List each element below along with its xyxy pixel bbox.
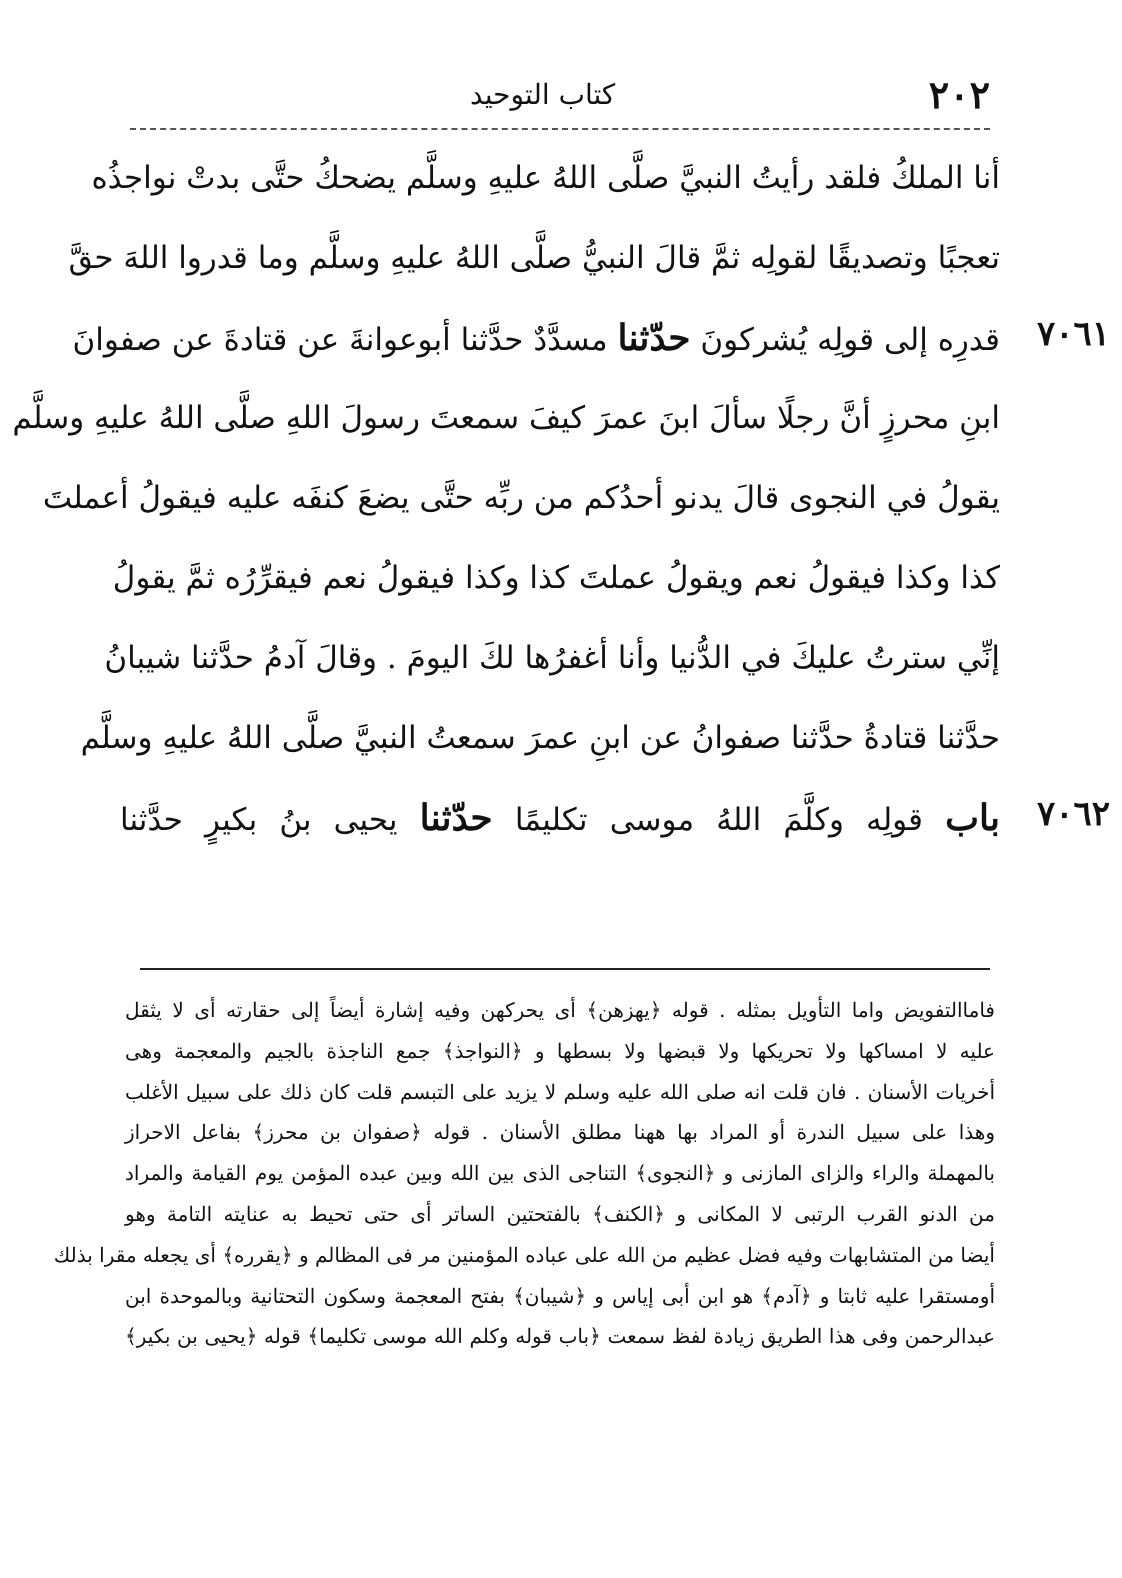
text-line [68,220,1000,300]
commentary-line: عليه لا امساكها ولا تحريكها ولا قبضها ولا بسطها و ﴿النواجذ﴾ جمع الناجذة بالجيم والمعجمة وهى [125,1038,995,1063]
line-text: إنِّي سترتُ عليكَ في الدُّنيا وأنا أغفرُها لكَ اليومَ . وقالَ آدمُ حدَّثنا شيبانُ [104,640,1000,676]
footnote-divider [140,968,990,970]
line-text: كذا وكذا فيقولُ نعم ويقولُ عملتَ كذا وكذا فيقولُ نعم فيقرِّرُه ثمَّ يقولُ [112,560,1000,596]
bab-heading: باب [945,797,1001,839]
haddathana-marker: حدّثنا [617,317,691,359]
text-line [72,300,1110,380]
commentary-line: بالمهملة والراء والزاى المازنى و ﴿النجوى﴾ التناجى الذى بين الله وبين عبده المؤمن يوم القيامة والمراد [125,1161,995,1186]
line-text-part: قدرِه إلى قولِه يُشركونَ [700,322,1000,358]
text-line [112,540,1000,620]
line-text: يقولُ في النجوى قالَ يدنو أحدُكم من ربِّه حتَّى يضعَ كنفَه عليه فيقولُ أعملتَ [42,480,1000,516]
line-text [120,788,1000,850]
running-title: كتاب التوحيد [470,78,616,111]
commentary-line: أخريات الأسنان . فان قلت انه صلى الله عليه وسلم لا يزيد على التبسم قلت كان ذلك على سبيل الأغلب [125,1079,995,1104]
commentary-line: وهذا على سبيل الندرة أو المراد بها ههنا مطلق الأسنان . قوله ﴿صفوان بن محرز﴾ بفاعل الاحراز [125,1120,995,1145]
commentary-line: من الدنو القرب الرتبى لا المكانى و ﴿الكنف﴾ بالفتحتين الساتر أى حتى تحيط به عنايته التامة وهو [125,1201,995,1226]
commentary-line: فاماالتفويض واما التأويل بمثله . قوله ﴿يهزهن﴾ أى يحركهن وفيه إشارة أيضاً إلى حقارته أى لا يثقل [125,998,995,1022]
commentary-block [53,990,995,1357]
line-text: أنا الملكُ فلقد رأيتُ النبيَّ صلَّى اللهُ عليهِ وسلَّم يضحكُ حتَّى بدتْ نواجذُه [91,160,1000,196]
line-text: تعجبًا وتصديقًا لقولِه ثمَّ قالَ النبيُّ صلَّى اللهُ عليهِ وسلَّم وما قدروا اللهَ حقَّ [68,240,1000,276]
line-text-part: مسدَّدٌ حدَّثنا أبوعوانةَ عن قتادةَ عن صفوانَ [72,322,608,358]
page-header [130,70,990,126]
line-text-part: يحيى بنُ بكيرٍ حدَّثنا [120,802,398,838]
text-line [120,780,1110,860]
haddathana-marker: حدّثنا [419,797,493,839]
line-text [72,308,1000,370]
hadith-number: ٧٠٦١ [1036,314,1110,354]
text-line [104,620,1000,700]
line-text: حدَّثنا قتادةُ حدَّثنا صفوانُ عن ابنِ عمرَ سمعتُ النبيَّ صلَّى اللهُ عليهِ وسلَّم [80,720,1000,756]
header-divider [130,128,990,130]
commentary-line: أومستقرا عليه ثابتا و ﴿آدم﴾ هو ابن أبى إياس و ﴿شيبان﴾ بفتح المعجمة وسكون التحتانية وبالموحدة ابن [125,1283,995,1308]
text-line [42,460,1000,540]
main-text-block [12,140,1110,860]
commentary-line: عبدالرحمن وفى هذا الطريق زيادة لفظ سمعت ﴿باب قوله وكلم الله موسى تكليما﴾ قوله ﴿يحيى بن بكير﴾ [125,1324,995,1349]
line-text: ابنِ محرزٍ أنَّ رجلًا سألَ ابنَ عمرَ كيفَ سمعتَ رسولَ اللهِ صلَّى اللهُ عليهِ وسلَّم [12,400,1000,436]
hadith-number: ٧٠٦٢ [1036,794,1110,834]
commentary-line: أيضا من المتشابهات وفيه فضل عظيم من الله على عباده المؤمنين مر فى المظالم و ﴿يقرره﴾ أى يجعله مقرا بذلك [53,1242,995,1267]
page-number: ٢٠٢ [928,72,990,117]
text-line [80,700,1000,780]
text-line [12,380,1000,460]
line-text-part: قولِه وكلَّمَ اللهُ موسى تكليمًا [514,802,923,838]
text-line [91,140,1000,220]
